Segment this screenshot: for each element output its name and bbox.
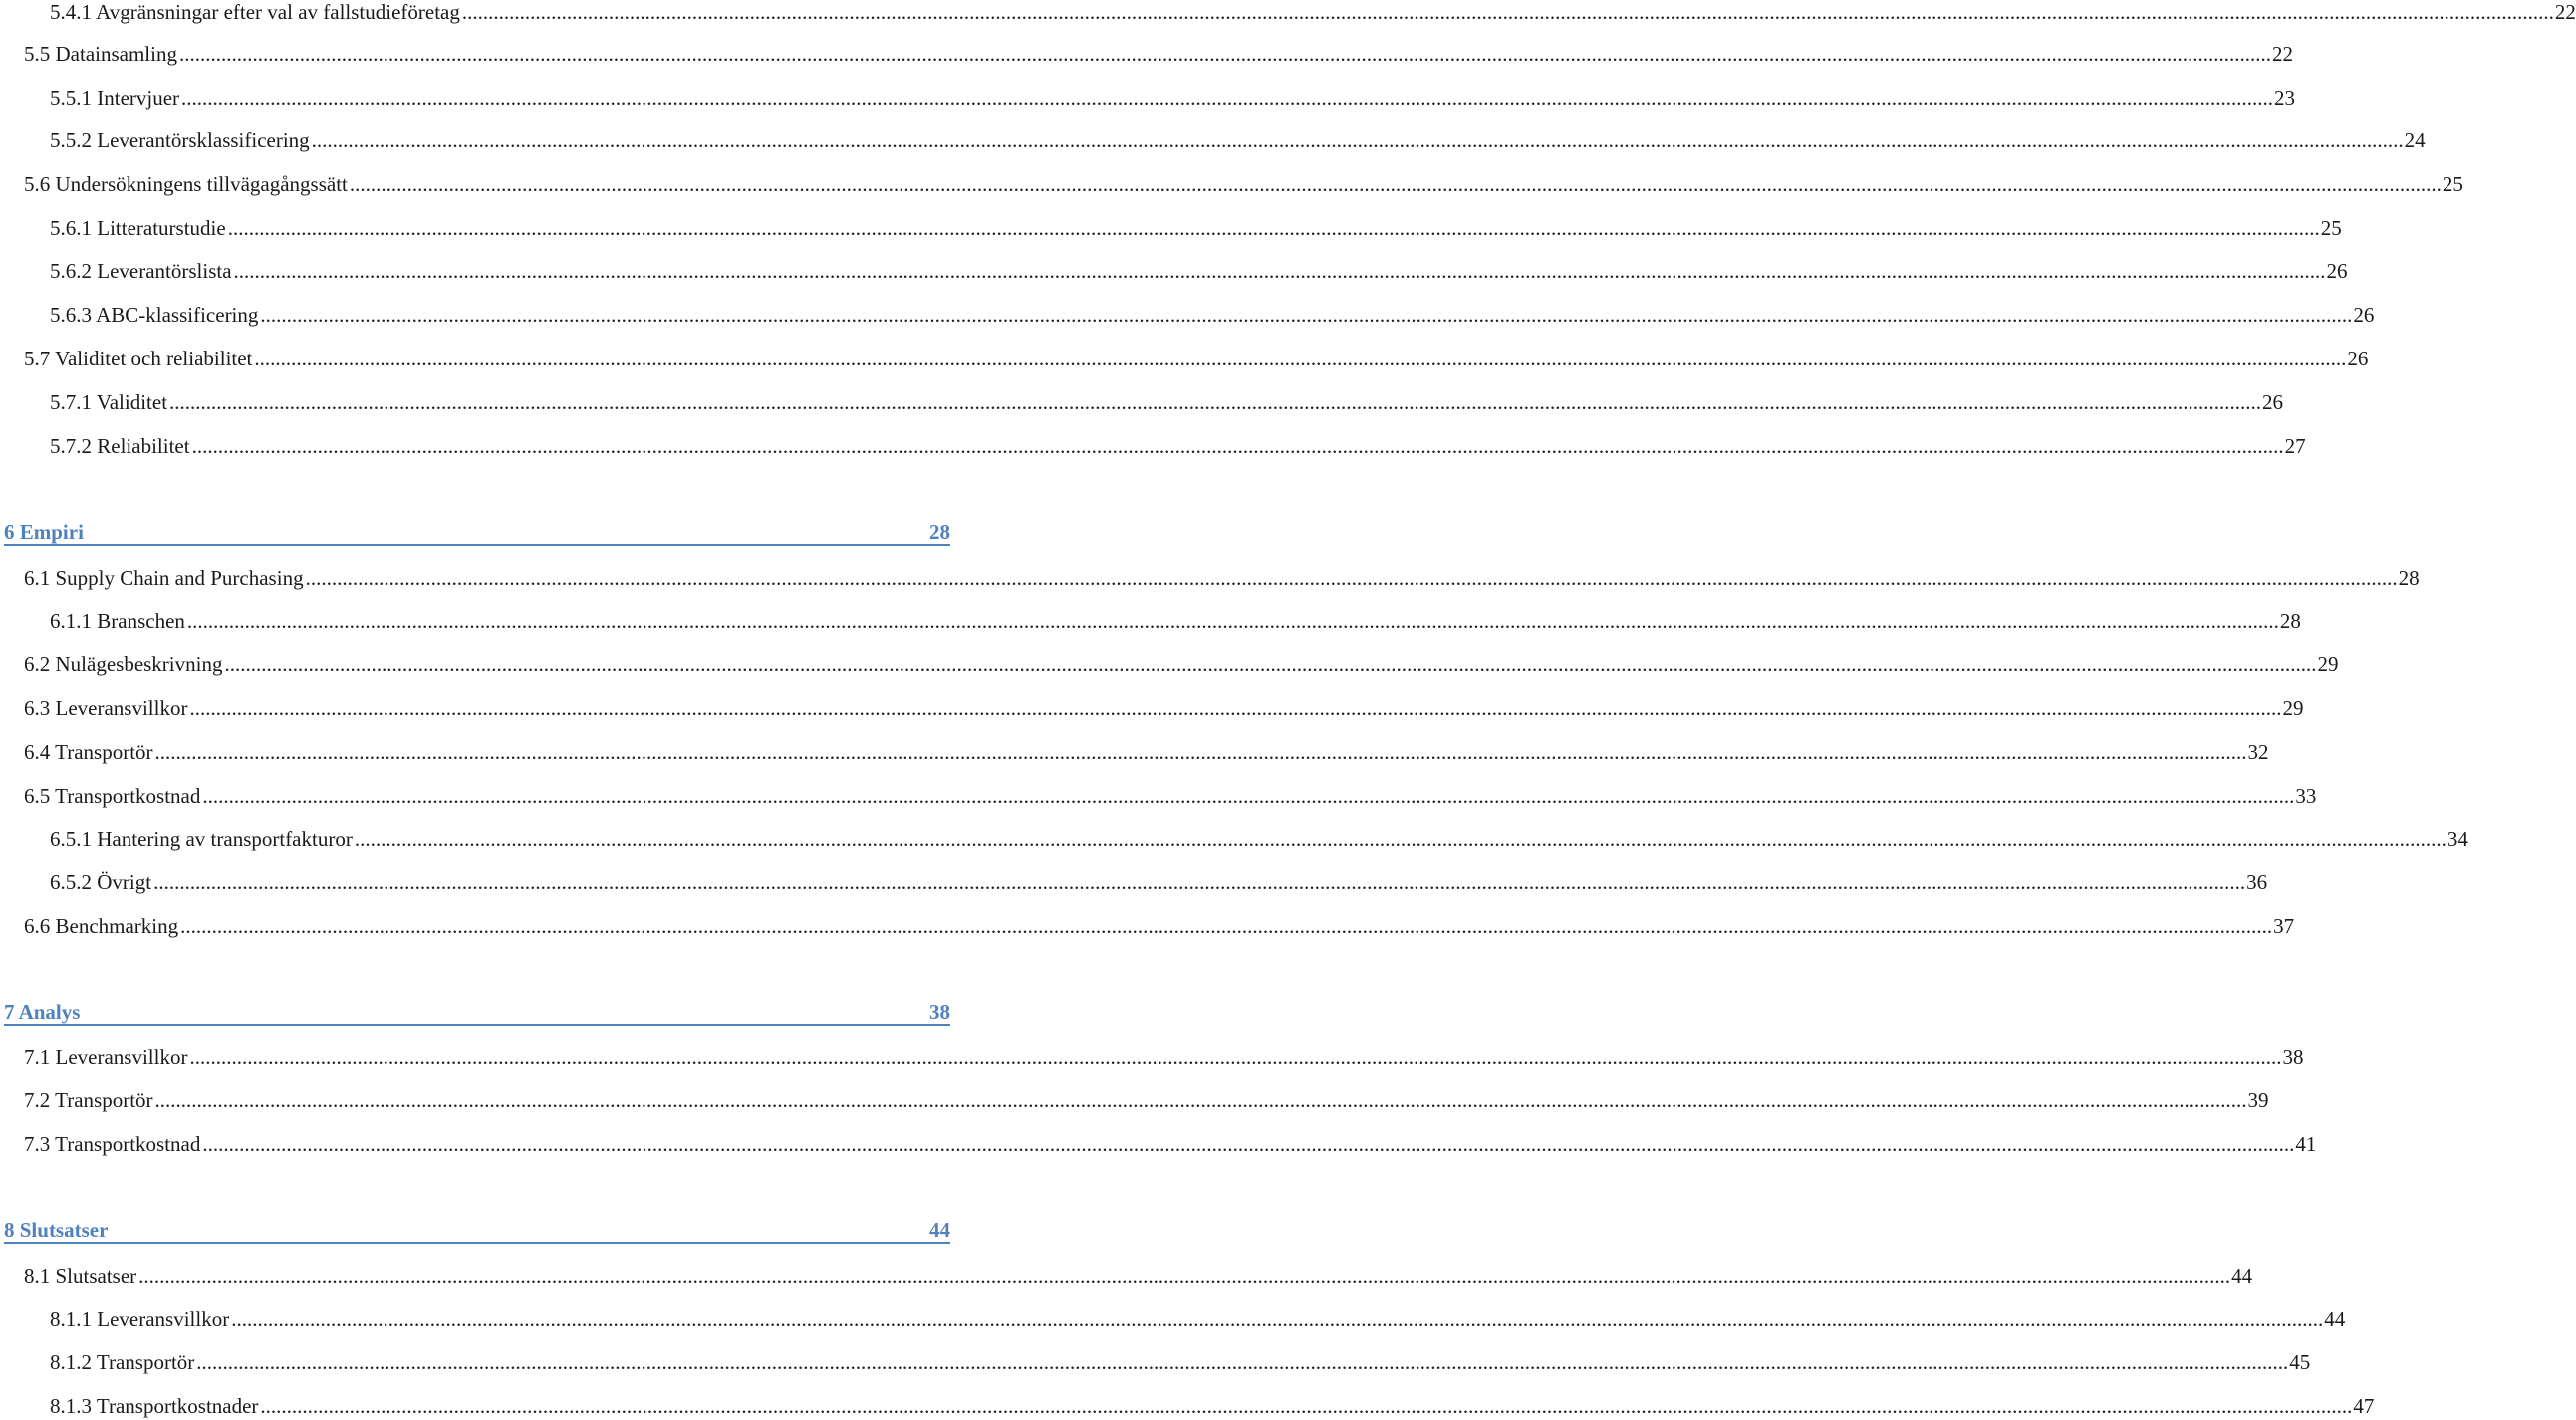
toc-entry-title: 5.7.2 Reliabilitet (50, 434, 190, 458)
toc-dot-leader: ................................................................................................................................................................................................................................................................................................................................................................................................................ (196, 1350, 2289, 1374)
toc-dot-leader: ................................................................................................................................................................................................................................................................................................................................................................................................................ (354, 828, 2447, 851)
toc-entry[interactable] (50, 214, 2342, 242)
toc-entry-title: 6.5.2 Övrigt (50, 870, 152, 894)
toc-dot-leader: ................................................................................................................................................................................................................................................................................................................................................................................................................ (153, 870, 2246, 894)
toc-entry-title: 6.4 Transportör (24, 740, 153, 764)
toc-entry-page-number: 28 (2279, 609, 2301, 633)
toc-entry[interactable] (24, 738, 2269, 766)
toc-entry-page-number: 26 (2353, 303, 2375, 327)
toc-dot-leader: ................................................................................................................................................................................................................................................................................................................................................................................................................ (189, 1045, 2282, 1068)
toc-entry[interactable] (50, 388, 2284, 416)
toc-entry-title: 6.1.1 Branschen (50, 609, 185, 633)
toc-entry-title: 6 Empiri (4, 520, 84, 544)
toc-entry-page-number: 26 (2347, 347, 2369, 370)
toc-entry-page-number: 36 (2246, 870, 2268, 894)
toc-entry[interactable] (50, 126, 2426, 154)
toc-entry-title: 5.6 Undersökningens tillvägagångssätt (24, 172, 348, 196)
toc-entry-page-number: 22 (2554, 0, 2576, 24)
toc-entry-title: 6.1 Supply Chain and Purchasing (24, 566, 304, 590)
toc-entry[interactable] (24, 1262, 2253, 1290)
toc-entry-page-number: 37 (2273, 914, 2295, 938)
toc-dot-leader: ................................................................................................................................................................................................................................................................................................................................................................................................................ (254, 347, 2347, 370)
toc-entry-title: 8 Slutsatser (4, 1218, 109, 1242)
toc-entry[interactable] (24, 912, 2295, 940)
toc-dot-leader: ................................................................................................................................................................................................................................................................................................................................................................................................................ (233, 259, 2326, 283)
toc-dot-leader: ................................................................................................................................................................................................................................................................................................................................................................................................................ (154, 1088, 2247, 1112)
toc-entry[interactable] (50, 0, 2576, 26)
toc-entry[interactable] (24, 40, 2293, 68)
toc-entry-title: 5.6.3 ABC-klassificering (50, 303, 259, 327)
toc-dot-leader: ................................................................................................................................................................................................................................................................................................................................................................................................................ (186, 609, 2279, 633)
toc-entry-page-number: 44 (2324, 1307, 2346, 1331)
toc-dot-leader: ................................................................................................................................................................................................................................................................................................................................................................................................................ (202, 1132, 2295, 1156)
toc-entry[interactable] (24, 345, 2369, 372)
toc-entry-page-number: 22 (2271, 42, 2293, 66)
toc-dot-leader: ................................................................................................................................................................................................................................................................................................................................................................................................................ (260, 303, 2353, 327)
toc-dot-leader: ................................................................................................................................................................................................................................................................................................................................................................................................................ (461, 0, 2554, 24)
toc-entry-page-number: 25 (2320, 216, 2342, 240)
toc-dot-leader: ................................................................................................................................................................................................................................................................................................................................................................................................................ (202, 784, 2295, 808)
toc-dot-leader: ................................................................................................................................................................................................................................................................................................................................................................................................................ (305, 566, 2398, 590)
toc-entry-title: 8.1.3 Transportkostnader (50, 1394, 259, 1418)
toc-entry[interactable] (50, 607, 2301, 635)
toc-entry-title: 5.6.2 Leverantörslista (50, 259, 232, 283)
toc-entry[interactable] (50, 301, 2375, 329)
toc-entry-title: 8.1.2 Transportör (50, 1350, 195, 1374)
toc-entry-page-number: 39 (2247, 1088, 2269, 1112)
toc-entry-title: 6.3 Leveransvillkor (24, 696, 188, 720)
toc-dot-leader: ................................................................................................................................................................................................................................................................................................................................................................................................................ (224, 652, 2317, 676)
toc-dot-leader: ................................................................................................................................................................................................................................................................................................................................................................................................................ (169, 390, 2262, 414)
toc-entry-page-number: 27 (2284, 434, 2306, 458)
toc-entry[interactable] (50, 432, 2306, 460)
toc-chapter-entry[interactable] (4, 1218, 950, 1244)
toc-entry-page-number: 23 (2274, 86, 2296, 110)
toc-entry-page-number: 41 (2295, 1132, 2317, 1156)
toc-entry-page-number: 44 (929, 1218, 950, 1242)
toc-entry-page-number: 45 (2289, 1350, 2311, 1374)
toc-entry-page-number: 26 (2326, 259, 2348, 283)
toc-entry-page-number: 24 (2404, 128, 2426, 152)
toc-entry[interactable] (50, 1348, 2311, 1376)
toc-entry-title: 7.1 Leveransvillkor (24, 1045, 188, 1068)
toc-entry-title: 8.1 Slutsatser (24, 1264, 137, 1288)
toc-entry[interactable] (50, 1392, 2375, 1420)
toc-dot-leader: ................................................................................................................................................................................................................................................................................................................................................................................................................ (138, 1264, 2231, 1288)
toc-dot-leader: ................................................................................................................................................................................................................................................................................................................................................................................................................ (227, 216, 2320, 240)
toc-entry[interactable] (24, 782, 2317, 810)
toc-entry-page-number: 28 (2398, 566, 2420, 590)
toc-entry-title: 6.5.1 Hantering av transportfakturor (50, 828, 353, 851)
toc-entry[interactable] (50, 868, 2268, 896)
toc-entry-page-number: 29 (2282, 696, 2304, 720)
toc-entry[interactable] (24, 564, 2420, 592)
toc-entry[interactable] (24, 650, 2339, 678)
toc-entry-title: 5.5 Datainsamling (24, 42, 177, 66)
toc-entry-page-number: 47 (2353, 1394, 2375, 1418)
toc-entry-title: 8.1.1 Leveransvillkor (50, 1307, 230, 1331)
toc-entry[interactable] (24, 1130, 2317, 1158)
toc-entry-page-number: 34 (2447, 828, 2468, 851)
toc-entry-title: 5.5.2 Leverantörsklassificering (50, 128, 310, 152)
toc-dot-leader: ................................................................................................................................................................................................................................................................................................................................................................................................................ (349, 172, 2442, 196)
toc-entry[interactable] (24, 1086, 2269, 1114)
toc-dot-leader: ................................................................................................................................................................................................................................................................................................................................................................................................................ (231, 1307, 2324, 1331)
toc-entry-title: 5.7 Validitet och reliabilitet (24, 347, 253, 370)
toc-entry-title: 6.2 Nulägesbeskrivning (24, 652, 223, 676)
toc-dot-leader: ................................................................................................................................................................................................................................................................................................................................................................................................................ (178, 42, 2271, 66)
toc-entry[interactable] (50, 84, 2296, 112)
toc-entry-title: 7.3 Transportkostnad (24, 1132, 201, 1156)
toc-dot-leader: ................................................................................................................................................................................................................................................................................................................................................................................................................ (191, 434, 2284, 458)
toc-dot-leader: ................................................................................................................................................................................................................................................................................................................................................................................................................ (189, 696, 2282, 720)
toc-entry-title: 5.4.1 Avgränsningar efter val av fallstudieföretag (50, 0, 460, 24)
toc-entry-page-number: 25 (2442, 172, 2463, 196)
toc-entry-page-number: 29 (2317, 652, 2339, 676)
toc-entry-page-number: 38 (2282, 1045, 2304, 1068)
toc-entry-page-number: 33 (2295, 784, 2317, 808)
toc-entry-title: 5.6.1 Litteraturstudie (50, 216, 226, 240)
toc-entry[interactable] (50, 257, 2348, 285)
toc-entry-title: 5.7.1 Validitet (50, 390, 168, 414)
toc-entry-title: 6.5 Transportkostnad (24, 784, 201, 808)
toc-entry[interactable] (24, 170, 2463, 198)
toc-entry[interactable] (50, 1305, 2346, 1333)
toc-chapter-entry[interactable] (4, 1000, 950, 1026)
toc-dot-leader: ................................................................................................................................................................................................................................................................................................................................................................................................................ (180, 914, 2273, 938)
toc-dot-leader: ................................................................................................................................................................................................................................................................................................................................................................................................................ (154, 740, 2247, 764)
toc-entry[interactable] (24, 694, 2304, 722)
toc-entry-page-number: 28 (929, 520, 950, 544)
toc-chapter-entry[interactable] (4, 520, 950, 546)
toc-entry-page-number: 26 (2262, 390, 2284, 414)
toc-entry[interactable] (24, 1043, 2304, 1070)
toc-entry-title: 6.6 Benchmarking (24, 914, 179, 938)
toc-entry-title: 7 Analys (4, 1000, 81, 1024)
toc-dot-leader: ................................................................................................................................................................................................................................................................................................................................................................................................................ (181, 86, 2274, 110)
toc-dot-leader: ................................................................................................................................................................................................................................................................................................................................................................................................................ (260, 1394, 2353, 1418)
toc-entry-page-number: 38 (929, 1000, 950, 1024)
toc-entry-page-number: 44 (2231, 1264, 2253, 1288)
toc-entry-title: 7.2 Transportör (24, 1088, 153, 1112)
toc-entry[interactable] (50, 826, 2468, 853)
toc-entry-page-number: 32 (2247, 740, 2269, 764)
toc-dot-leader: ................................................................................................................................................................................................................................................................................................................................................................................................................ (311, 128, 2404, 152)
toc-entry-title: 5.5.1 Intervjuer (50, 86, 180, 110)
